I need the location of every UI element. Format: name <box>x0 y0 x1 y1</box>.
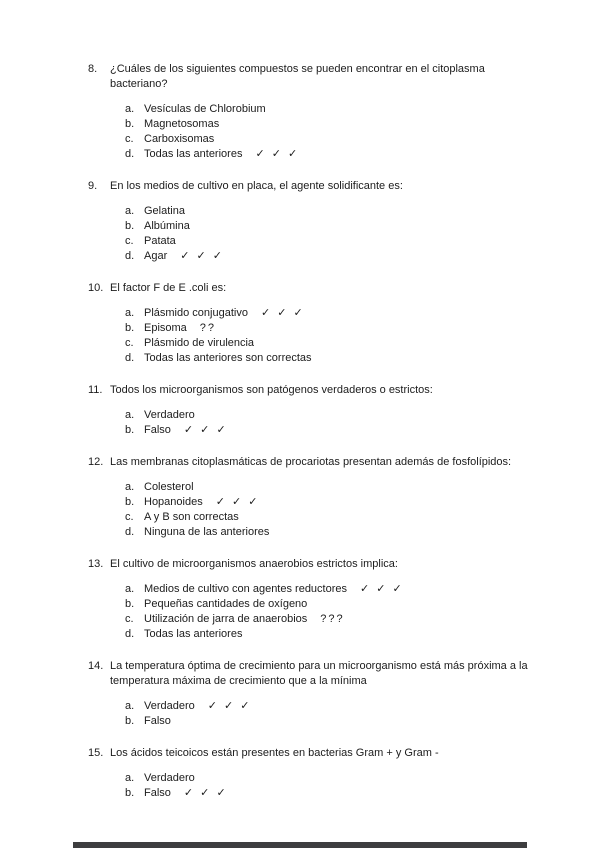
answer-mark-icon: ✓ ✓ ✓ <box>183 424 228 436</box>
question-head <box>88 62 544 92</box>
option-text: Todas las anteriores <box>144 628 243 640</box>
answer-mark-icon: ??? <box>320 613 345 625</box>
question-item <box>88 62 544 162</box>
question-text: El cultivo de microorganismos anaerobios estrictos implica: <box>110 558 398 570</box>
answer-mark-icon: ✓ ✓ ✓ <box>183 787 228 799</box>
option-item <box>125 423 544 438</box>
question-text: Todos los microorganismos son patógenos verdaderos o estrictos: <box>110 384 433 396</box>
option-letter: c. <box>125 511 134 523</box>
option-item <box>125 147 544 162</box>
options-list <box>125 102 544 162</box>
option-text: Verdadero <box>144 700 195 712</box>
option-text: Falso <box>144 787 171 799</box>
option-letter: a. <box>125 409 135 421</box>
option-letter: b. <box>125 496 135 508</box>
question-number: 8. <box>88 63 98 75</box>
question-item <box>88 557 544 642</box>
option-item <box>125 699 544 714</box>
option-letter: b. <box>125 220 135 232</box>
question-head <box>88 557 544 572</box>
options-list <box>125 306 544 366</box>
option-letter: a. <box>125 307 135 319</box>
option-item <box>125 510 544 525</box>
option-letter: c. <box>125 235 134 247</box>
question-number: 11. <box>88 384 103 396</box>
option-item <box>125 234 544 249</box>
option-text: Todas las anteriores <box>144 148 243 160</box>
question-item <box>88 179 544 264</box>
option-text: Agar <box>144 250 168 262</box>
page-gap-divider <box>73 842 527 848</box>
options-list <box>125 582 544 642</box>
answer-mark-icon: ✓ ✓ ✓ <box>255 148 300 160</box>
option-item <box>125 351 544 366</box>
question-text: Los ácidos teicoicos están presentes en bacterias Gram + y Gram - <box>110 747 439 759</box>
questions-list <box>88 62 544 801</box>
option-text: Albúmina <box>144 220 190 232</box>
question-number: 9. <box>88 180 98 192</box>
options-list <box>125 204 544 264</box>
options-list <box>125 771 544 801</box>
option-item <box>125 627 544 642</box>
option-letter: d. <box>125 628 135 640</box>
answer-mark-icon: ✓ ✓ ✓ <box>260 307 305 319</box>
option-letter: b. <box>125 598 135 610</box>
option-item <box>125 495 544 510</box>
question-text: Las membranas citoplasmáticas de procariotas presentan además de fosfolípidos: <box>110 456 512 468</box>
option-text: Todas las anteriores son correctas <box>144 352 312 364</box>
option-item <box>125 336 544 351</box>
option-text: A y B son correctas <box>144 511 239 523</box>
option-item <box>125 102 544 117</box>
option-item <box>125 204 544 219</box>
option-item <box>125 117 544 132</box>
option-text: Magnetosomas <box>144 118 220 130</box>
option-letter: b. <box>125 715 135 727</box>
option-text: Medios de cultivo con agentes reductores <box>144 583 348 595</box>
option-text: Falso <box>144 715 171 727</box>
question-number: 10. <box>88 282 104 294</box>
option-item <box>125 612 544 627</box>
question-item <box>88 746 544 801</box>
option-text: Hopanoides <box>144 496 203 508</box>
option-letter: a. <box>125 103 135 115</box>
option-letter: a. <box>125 205 135 217</box>
option-item <box>125 480 544 495</box>
question-text: En los medios de cultivo en placa, el agente solidificante es: <box>110 180 403 192</box>
option-item <box>125 132 544 147</box>
option-letter: c. <box>125 133 134 145</box>
question-head <box>88 179 544 194</box>
question-head <box>88 455 544 470</box>
option-letter: a. <box>125 700 135 712</box>
option-text: Episoma <box>144 322 187 334</box>
option-text: Verdadero <box>144 772 195 784</box>
option-letter: b. <box>125 787 135 799</box>
option-text: Plásmido de virulencia <box>144 337 255 349</box>
answer-mark-icon: ✓ ✓ ✓ <box>215 496 260 508</box>
option-letter: c. <box>125 337 134 349</box>
option-text: Carboxisomas <box>144 133 215 145</box>
option-letter: d. <box>125 526 135 538</box>
option-text: Ninguna de las anteriores <box>144 526 270 538</box>
option-item <box>125 408 544 423</box>
question-head <box>88 281 544 296</box>
question-item <box>88 455 544 540</box>
option-item <box>125 714 544 729</box>
question-number: 13. <box>88 558 104 570</box>
question-head <box>88 383 544 398</box>
option-letter: d. <box>125 352 135 364</box>
question-text: El factor F de E .coli es: <box>110 282 227 294</box>
options-list <box>125 699 544 729</box>
option-text: Gelatina <box>144 205 185 217</box>
option-item <box>125 771 544 786</box>
question-head <box>88 659 544 689</box>
question-number: 15. <box>88 747 104 759</box>
option-letter: a. <box>125 772 135 784</box>
option-item <box>125 219 544 234</box>
option-letter: c. <box>125 613 134 625</box>
option-item <box>125 597 544 612</box>
answer-mark-icon: ?? <box>199 322 217 334</box>
question-text: ¿Cuáles de los siguientes compuestos se pueden encontrar en el citoplasma bacteriano? <box>110 63 485 90</box>
option-item <box>125 321 544 336</box>
option-item <box>125 306 544 321</box>
option-text: Pequeñas cantidades de oxígeno <box>144 598 308 610</box>
option-text: Patata <box>144 235 176 247</box>
option-text: Verdadero <box>144 409 195 421</box>
option-item <box>125 249 544 264</box>
options-list <box>125 480 544 540</box>
option-letter: b. <box>125 118 135 130</box>
option-letter: b. <box>125 322 135 334</box>
question-text: La temperatura óptima de crecimiento para un microorganismo está más próxima a la temperatura máxima de crecimiento que a la mínima <box>110 660 528 687</box>
option-item <box>125 786 544 801</box>
answer-mark-icon: ✓ ✓ ✓ <box>207 700 252 712</box>
option-text: Plásmido conjugativo <box>144 307 248 319</box>
question-number: 12. <box>88 456 104 468</box>
answer-mark-icon: ✓ ✓ ✓ <box>360 583 404 595</box>
option-letter: d. <box>125 148 135 160</box>
question-head <box>88 746 544 761</box>
option-text: Colesterol <box>144 481 194 493</box>
option-letter: b. <box>125 424 135 436</box>
option-text: Falso <box>144 424 171 436</box>
option-item <box>125 582 544 597</box>
question-number: 14. <box>88 660 104 672</box>
question-item <box>88 659 544 729</box>
question-item <box>88 383 544 438</box>
option-letter: d. <box>125 250 135 262</box>
option-text: Utilización de jarra de anaerobios <box>144 613 308 625</box>
question-item <box>88 281 544 366</box>
answer-mark-icon: ✓ ✓ ✓ <box>180 250 225 262</box>
option-letter: a. <box>125 583 135 595</box>
option-text: Vesículas de Chlorobium <box>144 103 266 115</box>
option-letter: a. <box>125 481 135 493</box>
option-item <box>125 525 544 540</box>
options-list <box>125 408 544 438</box>
